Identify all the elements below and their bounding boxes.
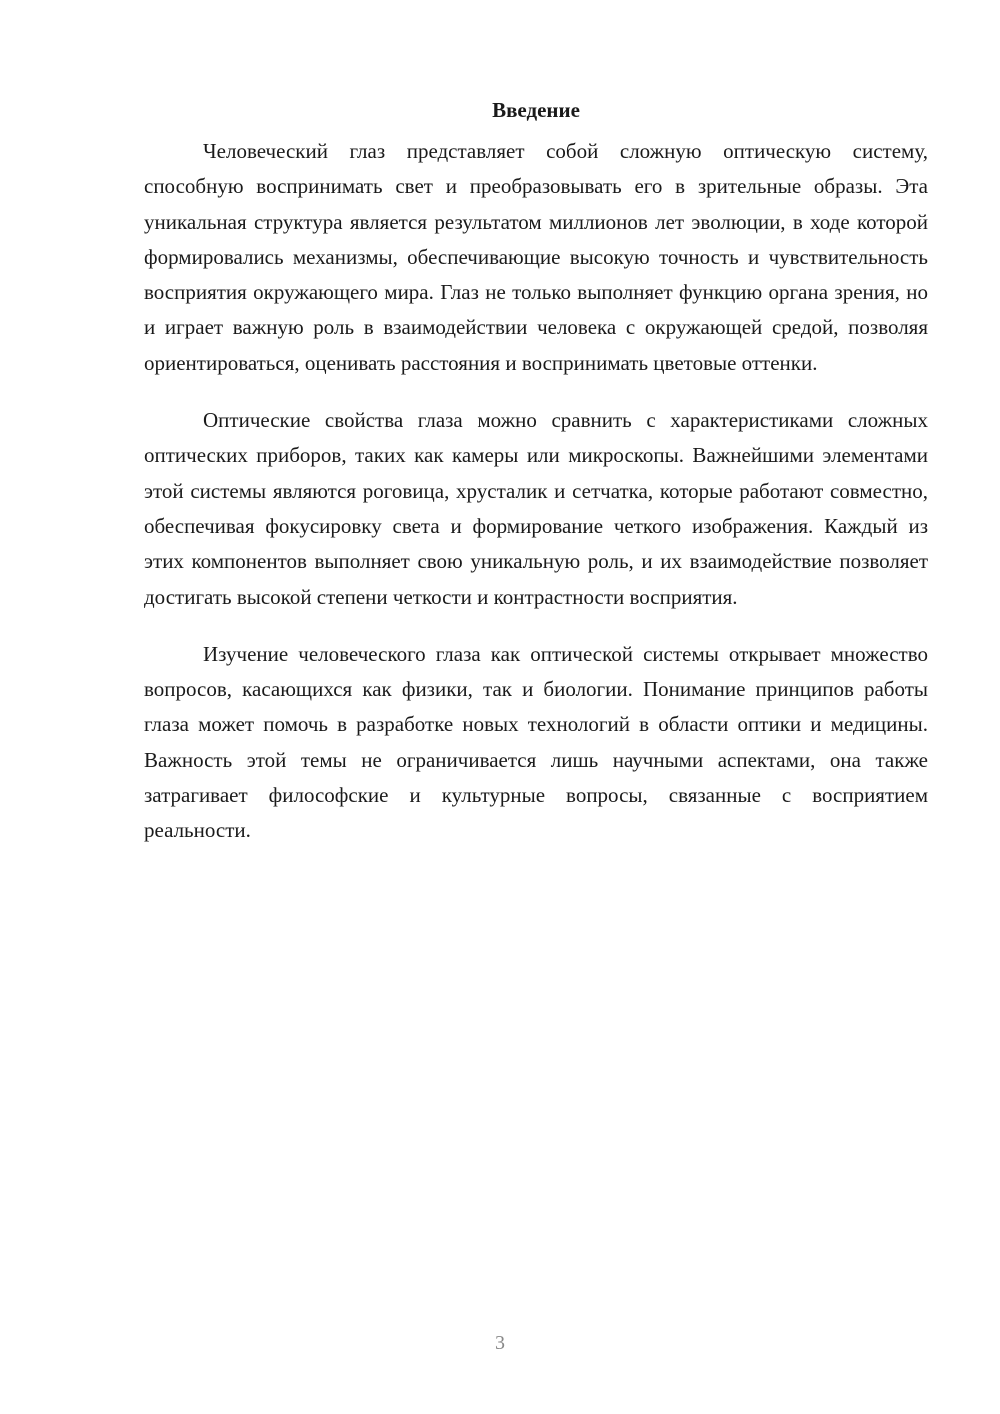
page-number: 3 xyxy=(495,1332,505,1354)
paragraph-1: Человеческий глаз представляет собой сложную оптическую систему, способную воспринимать свет и преобразовывать его в зрительные образы. Эта уникальная структура является результатом миллионов лет эволюции, в ходе которой формировались механизмы, обеспечивающие высокую точность и чувствительность восприятия окружающего мира. Глаз не только выполняет функцию органа зрения, но и играет важную роль в взаимодействии человека с окружающей средой, позволяя ориентироваться, оценивать расстояния и воспринимать цветовые оттенки. xyxy=(144,139,928,375)
paragraph-3: Изучение человеческого глаза как оптической системы открывает множество вопросов, касающихся как физики, так и биологии. Понимание принципов работы глаза может помочь в разработке новых технологий в области оптики и медицины. Важность этой темы не ограничивается лишь научными аспектами, она также затрагивает философские и культурные вопросы, связанные с восприятием реальности. xyxy=(144,641,928,843)
paragraph-2: Оптические свойства глаза можно сравнить с характеристиками сложных оптических приборов, таких как камеры или микроскопы. Важнейшими элементами этой системы являются роговица, хрусталик и сетчатка, которые работают совместно, обеспечивая фокусировку света и формирование четкого изображения. Каждый из этих компонентов выполняет свою уникальную роль, и их взаимодействие позволяет достигать высокой степени четкости и контрастности восприятия. xyxy=(144,408,928,609)
section-heading: Введение xyxy=(492,98,580,122)
page-content xyxy=(144,92,928,871)
